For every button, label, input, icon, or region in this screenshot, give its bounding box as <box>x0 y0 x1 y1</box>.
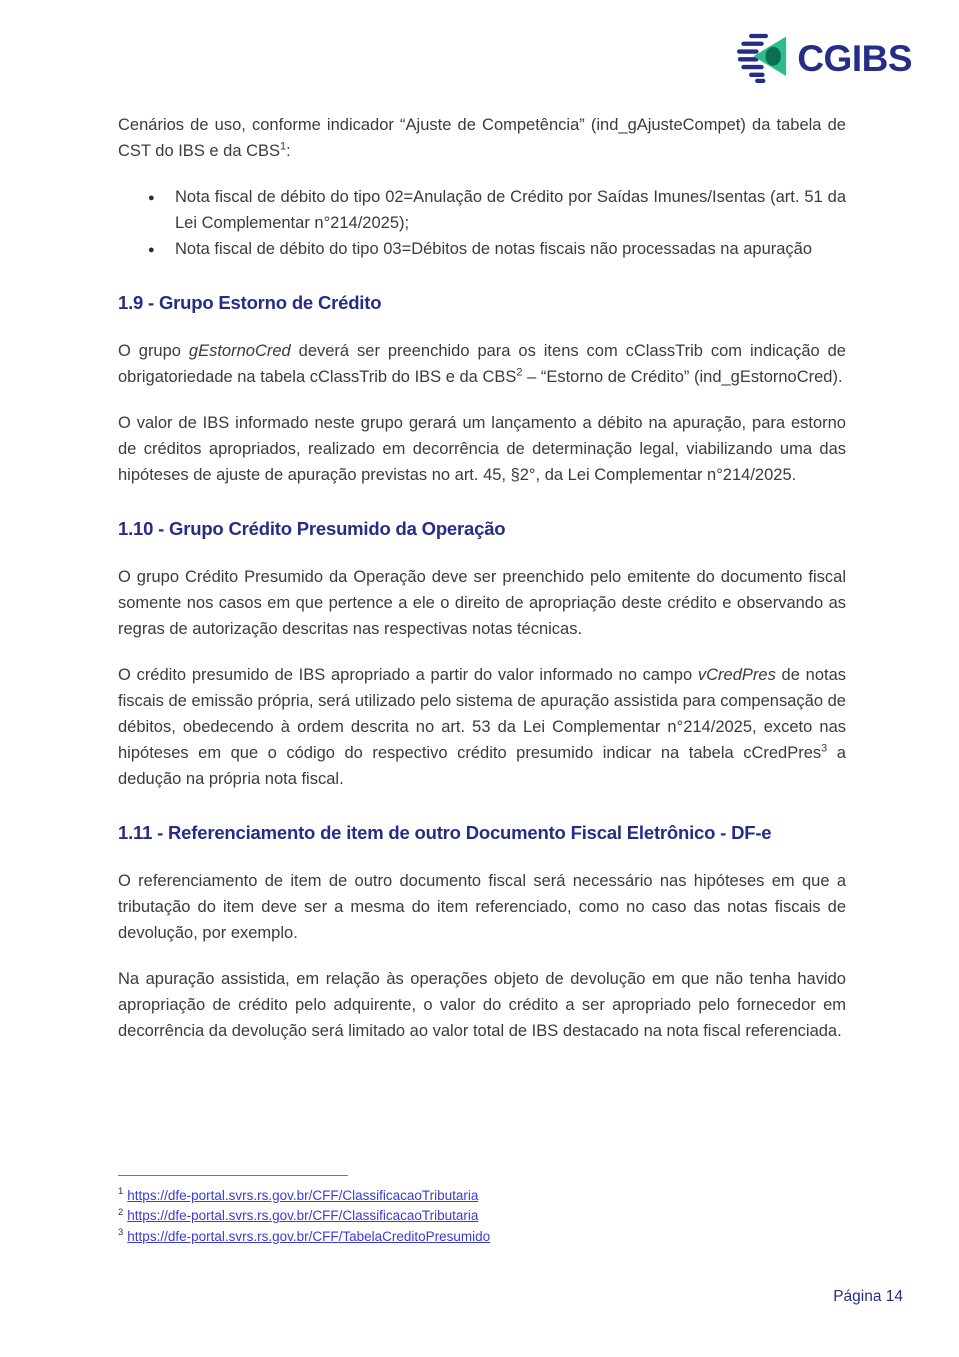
section-paragraph: Na apuração assistida, em relação às operações objeto de devolução em que não tenha havido apropriação de crédito pelo adquirente, o valor do crédito a ser apropriado pelo fornecedor em decorrência da devolução será limitado ao valor total de IBS destacado na nota fiscal referenciada. <box>118 970 846 1040</box>
section-paragraph: O crédito presumido de IBS apropriado a partir do valor informado no campo vCredPres de notas fiscais de emissão própria, será utilizado pelo sistema de apuração assistida para compensação de débitos, obedecendo à ordem descrita no art. 53 da Lei Complementar n°214/2025, exceto nas hipóteses em que o código do respectivo crédito presumido indicar na tabela cCredPres$^3$ a dedução na própria nota fiscal. <box>118 666 847 788</box>
footnote-2 <box>118 1206 846 1227</box>
section-paragraph: O grupo Crédito Presumido da Operação deve ser preenchido pelo emitente do documento fiscal somente nos casos em que pertence a ele o direito de apropriação deste crédito e observando as regras de autorização descritas nas respectivas notas técnicas. <box>118 568 846 638</box>
intro-paragraph: Cenários de uso, conforme indicador “Ajuste de Competência” (ind_gAjusteCompet) da tabela de CST do IBS e da CBS$^1$: <box>118 116 846 160</box>
bullet-list <box>118 184 846 262</box>
footnote-number: 2 <box>118 1206 124 1218</box>
section-heading-1-9: 1.9 - Grupo Estorno de Crédito <box>118 292 382 313</box>
cgibs-logo-icon <box>736 33 788 83</box>
footnote-link[interactable]: https://dfe-portal.svrs.rs.gov.br/CFF/ClassificacaoTributaria <box>127 1208 479 1223</box>
section-paragraph: O referenciamento de item de outro documento fiscal será necessário nas hipóteses em que a tributação do item deve ser a mesma do item referenciado, como no caso das notas fiscais de devolução, por exemplo. <box>118 872 846 942</box>
footnote-1 <box>118 1186 846 1207</box>
cgibs-logo-text: CGIBS <box>797 37 912 79</box>
bullet-item: ● Nota fiscal de débito do tipo 02=Anulação de Crédito por Saídas Imunes/Isentas (art. 51 da Lei Complementar n°214/2025); <box>118 184 846 236</box>
page-number: Página 14 <box>833 1288 903 1305</box>
cgibs-logo <box>736 33 912 83</box>
bullet-item: ● Nota fiscal de débito do tipo 03=Débitos de notas fiscais não processadas na apuração <box>118 236 846 262</box>
section-heading-1-10: 1.10 - Grupo Crédito Presumido da Operação <box>118 518 506 539</box>
document-body <box>118 112 846 1064</box>
footnotes <box>118 1175 846 1248</box>
section-heading-1-11: 1.11 - Referenciamento de item de outro Documento Fiscal Eletrônico - DF-e <box>118 822 772 843</box>
footnote-link[interactable]: https://dfe-portal.svrs.rs.gov.br/CFF/ClassificacaoTributaria <box>127 1187 479 1203</box>
footnote-number: 3 <box>118 1227 124 1238</box>
footnote-3 <box>118 1227 846 1248</box>
footnote-number: 1 <box>118 1186 124 1197</box>
section-paragraph: O grupo gEstornoCred deverá ser preenchido para os itens com cClassTrib com indicação de obrigatoriedade na tabela cClassTrib do IBS e da CBS$^2$ – “Estorno de Crédito” (ind_gEstornoCred). <box>118 342 846 386</box>
footnote-link[interactable]: https://dfe-portal.svrs.rs.gov.br/CFF/TabelaCreditoPresumido <box>127 1228 491 1244</box>
section-paragraph: O valor de IBS informado neste grupo gerará um lançamento a débito na apuração, para estorno de créditos apropriados, realizado em decorrência de determinação legal, viabilizando uma das hipóteses de ajuste de apuração previstas no art. 45, §2°, da Lei Complementar n°214/2025. <box>118 414 846 484</box>
footnote-separator <box>118 1175 348 1176</box>
